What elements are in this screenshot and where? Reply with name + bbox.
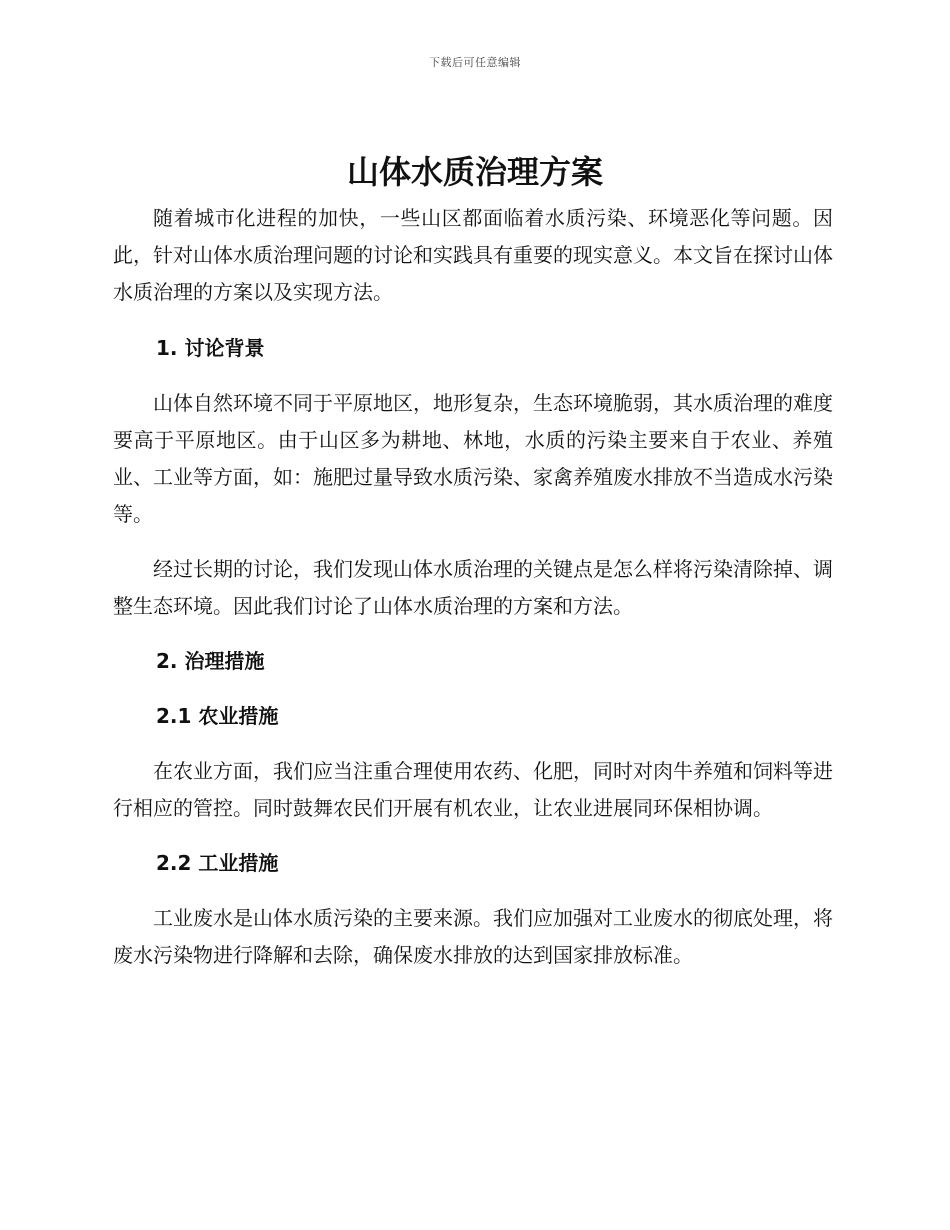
background-paragraph-2: 经过长期的讨论，我们发现山体水质治理的关键点是怎么样将污染清除掉、调整生态环境。因此我们讨论了山体水质治理的方案和方法。 [113, 557, 833, 618]
header-note: 下载后可任意编辑 [429, 56, 521, 69]
section-heading-measures: 2. 治理措施 [156, 649, 265, 673]
intro-paragraph: 随着城市化进程的加快，一些山区都面临着水质污染、环境恶化等问题。因此，针对山体水质治理问题的讨论和实践具有重要的现实意义。本文旨在探讨山体水质治理的方案以及实现方法。 [113, 206, 833, 304]
section-heading-background: 1. 讨论背景 [156, 336, 265, 360]
subsection-heading-agriculture: 2.1 农业措施 [156, 704, 279, 728]
document-body [113, 200, 833, 974]
document-title: 山体水质治理方案 [346, 153, 603, 191]
background-paragraph-1: 山体自然环境不同于平原地区，地形复杂，生态环境脆弱，其水质治理的难度要高于平原地区。由于山区多为耕地、林地，水质的污染主要来自于农业、养殖业、工业等方面，如：施肥过量导致水质污染、家禽养殖废水排放不当造成水污染等。 [113, 391, 833, 526]
subsection-heading-industry: 2.2 工业措施 [156, 851, 279, 875]
industry-paragraph: 工业废水是山体水质污染的主要来源。我们应加强对工业废水的彻底处理，将废水污染物进行降解和去除，确保废水排放的达到国家排放标准。 [113, 906, 833, 967]
agriculture-paragraph: 在农业方面，我们应当注重合理使用农药、化肥，同时对肉牛养殖和饲料等进行相应的管控。同时鼓舞农民们开展有机农业，让农业进展同环保相协调。 [113, 759, 833, 820]
